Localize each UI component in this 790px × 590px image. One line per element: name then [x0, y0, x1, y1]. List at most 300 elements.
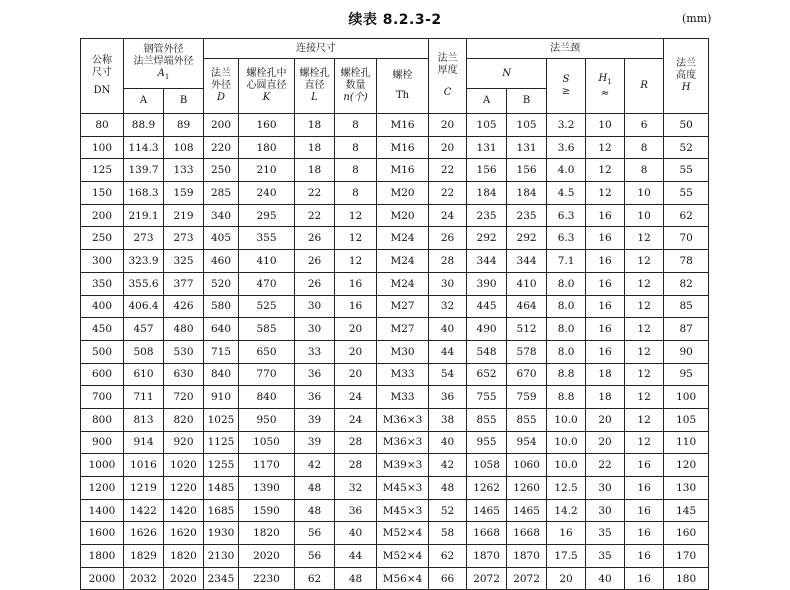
- table-cell: 390: [467, 272, 507, 295]
- table-cell: 490: [467, 318, 507, 341]
- table-cell: 715: [204, 340, 239, 363]
- table-cell: 8.0: [547, 318, 586, 341]
- table-cell: 1220: [164, 477, 204, 500]
- header-pipe-od: 钢管外径 法兰焊端外径 $A_1$: [124, 39, 204, 89]
- table-cell: 108: [164, 136, 204, 159]
- table-cell: 813: [124, 408, 164, 431]
- table-cell: 457: [124, 318, 164, 341]
- table-cell: 38: [429, 408, 467, 431]
- table-cell: 6.3: [547, 204, 586, 227]
- table-cell: 1422: [124, 499, 164, 522]
- table-cell: M24: [377, 227, 429, 250]
- table-cell: 55: [664, 159, 709, 182]
- table-cell: 2230: [239, 567, 295, 590]
- table-cell: 22: [295, 182, 335, 205]
- table-cell: 12: [625, 227, 664, 250]
- table-cell: 235: [467, 204, 507, 227]
- table-cell: 219.1: [124, 204, 164, 227]
- table-cell: 139.7: [124, 159, 164, 182]
- table-cell: 1219: [124, 477, 164, 500]
- table-cell: 35: [586, 522, 625, 545]
- table-cell: 1125: [204, 431, 239, 454]
- table-cell: 14.2: [547, 499, 586, 522]
- table-cell: 1200: [81, 477, 124, 500]
- table-cell: 22: [586, 454, 625, 477]
- table-cell: 855: [507, 408, 547, 431]
- table-cell: 8: [335, 159, 377, 182]
- table-row: [81, 250, 709, 273]
- table-cell: 10: [586, 114, 625, 137]
- table-cell: 56: [295, 522, 335, 545]
- table-cell: 2345: [204, 567, 239, 590]
- header-a: A: [124, 89, 164, 114]
- table-cell: 90: [664, 340, 709, 363]
- table-cell: 82: [664, 272, 709, 295]
- table-cell: 16: [586, 340, 625, 363]
- table-cell: 52: [429, 499, 467, 522]
- table-cell: 114.3: [124, 136, 164, 159]
- table-cell: 1829: [124, 545, 164, 568]
- table-cell: 292: [467, 227, 507, 250]
- table-cell: 30: [586, 477, 625, 500]
- table-cell: 1668: [507, 522, 547, 545]
- table-cell: 87: [664, 318, 709, 341]
- table-row: [81, 454, 709, 477]
- table-cell: 131: [467, 136, 507, 159]
- table-cell: 2130: [204, 545, 239, 568]
- table-cell: M20: [377, 182, 429, 205]
- table-cell: 8: [625, 136, 664, 159]
- table-cell: 1800: [81, 545, 124, 568]
- table-cell: 580: [204, 295, 239, 318]
- table-cell: 344: [507, 250, 547, 273]
- table-cell: 62: [429, 545, 467, 568]
- table-row: [81, 477, 709, 500]
- table-cell: 1465: [467, 499, 507, 522]
- table-cell: 464: [507, 295, 547, 318]
- table-cell: 66: [429, 567, 467, 590]
- table-cell: 12: [625, 340, 664, 363]
- table-cell: 18: [295, 159, 335, 182]
- table-cell: 16: [547, 522, 586, 545]
- table-cell: 130: [664, 477, 709, 500]
- table-cell: 480: [164, 318, 204, 341]
- table-cell: 150: [81, 182, 124, 205]
- table-cell: 24: [335, 386, 377, 409]
- table-cell: 8: [335, 136, 377, 159]
- table-cell: 36: [335, 499, 377, 522]
- table-cell: 160: [664, 522, 709, 545]
- table-cell: M52×4: [377, 522, 429, 545]
- table-cell: 62: [295, 567, 335, 590]
- table-cell: 36: [295, 386, 335, 409]
- table-cell: 1058: [467, 454, 507, 477]
- table-cell: 56: [295, 545, 335, 568]
- table-cell: 1000: [81, 454, 124, 477]
- table-cell: 105: [507, 114, 547, 137]
- table-cell: 16: [625, 567, 664, 590]
- table-cell: 32: [429, 295, 467, 318]
- table-cell: 24: [429, 204, 467, 227]
- table-cell: 44: [335, 545, 377, 568]
- table-cell: 62: [664, 204, 709, 227]
- table-cell: 156: [467, 159, 507, 182]
- table-cell: 18: [586, 363, 625, 386]
- table-cell: M24: [377, 272, 429, 295]
- table-row: [81, 408, 709, 431]
- table-cell: 426: [164, 295, 204, 318]
- table-cell: M27: [377, 318, 429, 341]
- header-b: B: [164, 89, 204, 114]
- table-cell: 8.0: [547, 340, 586, 363]
- table-cell: 42: [429, 454, 467, 477]
- table-cell: 820: [164, 408, 204, 431]
- table-cell: 470: [239, 272, 295, 295]
- table-cell: 1016: [124, 454, 164, 477]
- header-r: R: [625, 59, 664, 114]
- table-cell: 20: [547, 567, 586, 590]
- table-cell: M30: [377, 340, 429, 363]
- table-cell: M33: [377, 363, 429, 386]
- table-cell: 28: [335, 454, 377, 477]
- table-cell: 530: [164, 340, 204, 363]
- table-cell: 20: [429, 136, 467, 159]
- table-cell: 48: [295, 477, 335, 500]
- table-cell: 292: [507, 227, 547, 250]
- table-cell: 344: [467, 250, 507, 273]
- table-cell: 1262: [467, 477, 507, 500]
- table-cell: 12: [335, 250, 377, 273]
- table-cell: 1820: [239, 522, 295, 545]
- table-cell: 954: [507, 431, 547, 454]
- table-cell: 20: [335, 340, 377, 363]
- table-body: [81, 114, 709, 590]
- table-cell: 180: [664, 567, 709, 590]
- flange-dimension-table: [80, 38, 709, 590]
- table-cell: 28: [335, 431, 377, 454]
- table-cell: 8: [335, 182, 377, 205]
- table-cell: 42: [295, 454, 335, 477]
- table-cell: 405: [204, 227, 239, 250]
- table-cell: M16: [377, 159, 429, 182]
- table-cell: 22: [429, 159, 467, 182]
- table-cell: 100: [664, 386, 709, 409]
- table-cell: M16: [377, 114, 429, 137]
- table-cell: 36: [295, 363, 335, 386]
- table-cell: 8.0: [547, 295, 586, 318]
- table-cell: 914: [124, 431, 164, 454]
- table-cell: 340: [204, 204, 239, 227]
- table-cell: 12: [625, 295, 664, 318]
- table-cell: 955: [467, 431, 507, 454]
- table-cell: 220: [204, 136, 239, 159]
- table-cell: 16: [586, 227, 625, 250]
- table-cell: 4.0: [547, 159, 586, 182]
- table-cell: 525: [239, 295, 295, 318]
- table-cell: 16: [586, 295, 625, 318]
- table-cell: 170: [664, 545, 709, 568]
- header-dn: 公称 尺寸 DN: [81, 39, 124, 114]
- table-cell: 120: [664, 454, 709, 477]
- header-n: 螺栓孔 数量 n(个): [335, 59, 377, 114]
- table-cell: 2072: [507, 567, 547, 590]
- table-row: [81, 545, 709, 568]
- table-header: [81, 39, 709, 114]
- table-cell: 8.8: [547, 363, 586, 386]
- table-cell: 1485: [204, 477, 239, 500]
- table-cell: 950: [239, 408, 295, 431]
- table-cell: 48: [295, 499, 335, 522]
- table-cell: 840: [204, 363, 239, 386]
- header-neck-n: N: [467, 59, 547, 89]
- table-cell: 12: [625, 272, 664, 295]
- table-cell: 30: [295, 318, 335, 341]
- table-cell: 8: [335, 114, 377, 137]
- table-cell: 610: [124, 363, 164, 386]
- header-thickness: 法兰 厚度 C: [429, 39, 467, 114]
- table-cell: 16: [335, 272, 377, 295]
- table-cell: 548: [467, 340, 507, 363]
- table-cell: 350: [81, 272, 124, 295]
- table-cell: 670: [507, 363, 547, 386]
- table-cell: 900: [81, 431, 124, 454]
- table-cell: 133: [164, 159, 204, 182]
- table-cell: M56×4: [377, 567, 429, 590]
- table-cell: 78: [664, 250, 709, 273]
- table-cell: 17.5: [547, 545, 586, 568]
- table-cell: 325: [164, 250, 204, 273]
- table-cell: 520: [204, 272, 239, 295]
- table-cell: 159: [164, 182, 204, 205]
- table-cell: 377: [164, 272, 204, 295]
- table-cell: 445: [467, 295, 507, 318]
- header-l: 螺栓孔 直径 L: [295, 59, 335, 114]
- table-title: 续表 8.2.3-2: [348, 12, 442, 28]
- table-cell: 70: [664, 227, 709, 250]
- table-cell: 39: [295, 431, 335, 454]
- table-cell: 578: [507, 340, 547, 363]
- table-row: [81, 272, 709, 295]
- table-cell: 55: [664, 182, 709, 205]
- table-cell: 219: [164, 204, 204, 227]
- table-cell: 250: [81, 227, 124, 250]
- table-cell: M52×4: [377, 545, 429, 568]
- table-cell: 630: [164, 363, 204, 386]
- table-cell: 1025: [204, 408, 239, 431]
- table-cell: 1870: [507, 545, 547, 568]
- table-cell: 40: [586, 567, 625, 590]
- table-cell: 110: [664, 431, 709, 454]
- table-cell: 12: [625, 363, 664, 386]
- table-cell: 1590: [239, 499, 295, 522]
- table-cell: 273: [124, 227, 164, 250]
- table-cell: 1620: [164, 522, 204, 545]
- table-cell: 184: [507, 182, 547, 205]
- table-cell: 40: [429, 318, 467, 341]
- table-cell: 12: [625, 408, 664, 431]
- header-neck: 法兰颈: [467, 39, 664, 59]
- header-connection: 连接尺寸: [204, 39, 429, 59]
- table-cell: 40: [335, 522, 377, 545]
- table-cell: 700: [81, 386, 124, 409]
- table-cell: 39: [295, 408, 335, 431]
- table-cell: 24: [335, 408, 377, 431]
- table-cell: 20: [335, 318, 377, 341]
- table-cell: 8.8: [547, 386, 586, 409]
- table-cell: 18: [295, 114, 335, 137]
- table-cell: 58: [429, 522, 467, 545]
- table-cell: 52: [664, 136, 709, 159]
- table-cell: 1685: [204, 499, 239, 522]
- table-cell: 410: [507, 272, 547, 295]
- table-cell: 285: [204, 182, 239, 205]
- table-row: [81, 340, 709, 363]
- table-cell: 28: [429, 250, 467, 273]
- table-cell: 855: [467, 408, 507, 431]
- table-cell: 16: [625, 522, 664, 545]
- table-cell: 12.5: [547, 477, 586, 500]
- table-cell: 500: [81, 340, 124, 363]
- table-cell: 295: [239, 204, 295, 227]
- table-cell: 48: [335, 567, 377, 590]
- table-cell: 89: [164, 114, 204, 137]
- unit-label: (mm): [682, 12, 712, 25]
- table-cell: 2020: [239, 545, 295, 568]
- table-cell: 1820: [164, 545, 204, 568]
- table-cell: 16: [586, 204, 625, 227]
- table-cell: 910: [204, 386, 239, 409]
- table-cell: 12: [335, 227, 377, 250]
- table-cell: 1400: [81, 499, 124, 522]
- table-cell: M45×3: [377, 499, 429, 522]
- table-cell: 2020: [164, 567, 204, 590]
- table-cell: 26: [295, 272, 335, 295]
- table-cell: 1060: [507, 454, 547, 477]
- table-cell: 755: [467, 386, 507, 409]
- table-cell: 1668: [467, 522, 507, 545]
- table-cell: 355.6: [124, 272, 164, 295]
- header-neck-a: A: [467, 89, 507, 114]
- table-cell: 20: [586, 431, 625, 454]
- table-cell: 54: [429, 363, 467, 386]
- table-cell: 1930: [204, 522, 239, 545]
- table-cell: M20: [377, 204, 429, 227]
- table-cell: 273: [164, 227, 204, 250]
- table-cell: 85: [664, 295, 709, 318]
- table-cell: 508: [124, 340, 164, 363]
- table-row: [81, 136, 709, 159]
- table-cell: 16: [586, 272, 625, 295]
- table-cell: 650: [239, 340, 295, 363]
- table-cell: 80: [81, 114, 124, 137]
- table-row: [81, 227, 709, 250]
- table-cell: 1600: [81, 522, 124, 545]
- header-h1: $H_1$ ≈: [586, 59, 625, 114]
- table-cell: 12: [625, 318, 664, 341]
- table-cell: 18: [586, 386, 625, 409]
- table-cell: 1020: [164, 454, 204, 477]
- table-cell: 145: [664, 499, 709, 522]
- table-row: [81, 567, 709, 590]
- table-cell: 720: [164, 386, 204, 409]
- table-cell: M36×3: [377, 431, 429, 454]
- table-cell: 2000: [81, 567, 124, 590]
- table-row: [81, 159, 709, 182]
- table-cell: 250: [204, 159, 239, 182]
- table-cell: 920: [164, 431, 204, 454]
- table-cell: 3.6: [547, 136, 586, 159]
- table-cell: 16: [625, 454, 664, 477]
- table-cell: 30: [586, 499, 625, 522]
- table-cell: 640: [204, 318, 239, 341]
- table-cell: 16: [586, 250, 625, 273]
- table-cell: 12: [625, 386, 664, 409]
- table-cell: 32: [335, 477, 377, 500]
- table-cell: M27: [377, 295, 429, 318]
- table-cell: M24: [377, 250, 429, 273]
- table-cell: M39×3: [377, 454, 429, 477]
- table-cell: 50: [664, 114, 709, 137]
- table-cell: 30: [295, 295, 335, 318]
- table-cell: 355: [239, 227, 295, 250]
- table-cell: M16: [377, 136, 429, 159]
- table-cell: 1870: [467, 545, 507, 568]
- header-height: 法兰 高度 H: [664, 39, 709, 114]
- table-cell: 8: [625, 159, 664, 182]
- header-th: 螺栓 Th: [377, 59, 429, 114]
- header-d: 法兰 外径 D: [204, 59, 239, 114]
- table-cell: 88.9: [124, 114, 164, 137]
- table-cell: 3.2: [547, 114, 586, 137]
- table-cell: 16: [625, 477, 664, 500]
- table-cell: 168.3: [124, 182, 164, 205]
- header-k: 螺栓孔中 心圆直径 K: [239, 59, 295, 114]
- table-row: [81, 114, 709, 137]
- table-cell: 35: [586, 545, 625, 568]
- table-cell: 12: [586, 159, 625, 182]
- table-cell: 512: [507, 318, 547, 341]
- table-cell: 10: [625, 204, 664, 227]
- table-row: [81, 522, 709, 545]
- table-row: [81, 386, 709, 409]
- table-cell: 6.3: [547, 227, 586, 250]
- table-cell: 33: [295, 340, 335, 363]
- table-cell: 4.5: [547, 182, 586, 205]
- table-cell: 105: [467, 114, 507, 137]
- table-cell: M45×3: [377, 477, 429, 500]
- table-cell: 300: [81, 250, 124, 273]
- table-cell: 22: [429, 182, 467, 205]
- table-row: [81, 363, 709, 386]
- header-neck-b: B: [507, 89, 547, 114]
- table-cell: 20: [335, 363, 377, 386]
- table-cell: 1465: [507, 499, 547, 522]
- table-cell: 10.0: [547, 408, 586, 431]
- table-cell: 180: [239, 136, 295, 159]
- table-cell: 184: [467, 182, 507, 205]
- table-cell: 12: [625, 431, 664, 454]
- table-cell: 406.4: [124, 295, 164, 318]
- table-cell: 200: [204, 114, 239, 137]
- table-cell: 10.0: [547, 454, 586, 477]
- table-cell: 800: [81, 408, 124, 431]
- table-cell: 1626: [124, 522, 164, 545]
- table-cell: 12: [586, 136, 625, 159]
- table-cell: 95: [664, 363, 709, 386]
- table-cell: 1170: [239, 454, 295, 477]
- table-cell: M36×3: [377, 408, 429, 431]
- table-cell: 48: [429, 477, 467, 500]
